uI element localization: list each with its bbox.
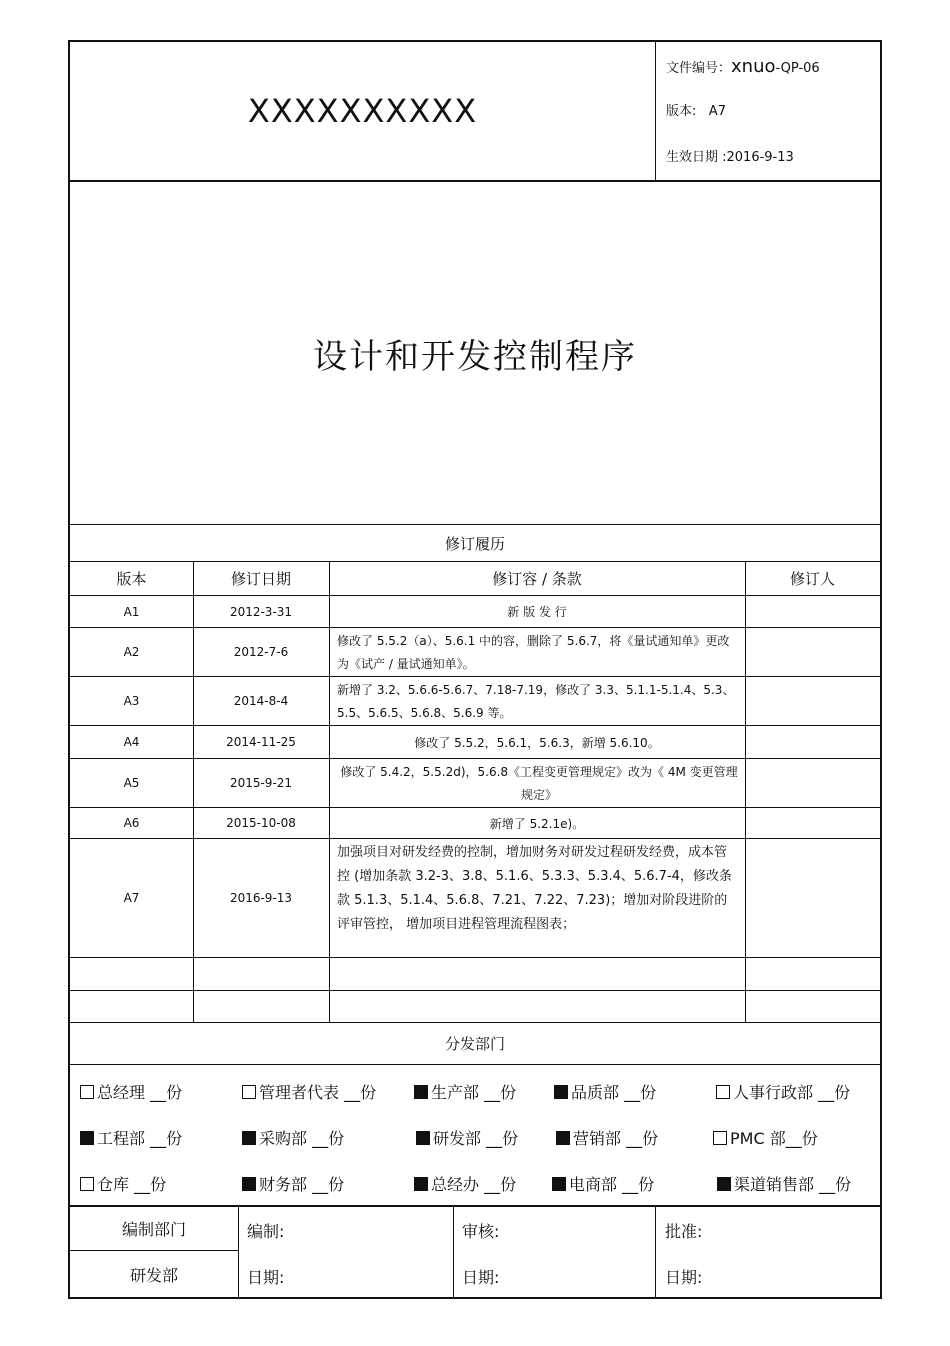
table-row-version: A1	[123, 604, 140, 619]
table-row-version: A2	[123, 645, 140, 659]
prepared-by-label: 编制:	[247, 1222, 285, 1241]
table-row-content: 修改了 5.4.2，5.5.2d)，5.6.8《工程变更管理规定》改为《 4M 变更管理规定》	[340, 765, 738, 802]
table-row-content: 修改了 5.5.2，5.6.1，5.6.3，新增 5.6.10。	[414, 735, 660, 750]
distribution-section-title: 分发部门	[444, 1035, 505, 1053]
dist-item-gm-office[interactable]	[414, 1172, 516, 1195]
dist-item-engineering[interactable]	[80, 1126, 182, 1149]
dist-item-label: 品质部 __份	[571, 1083, 657, 1102]
prepared-date-label: 日期:	[247, 1268, 285, 1287]
table-row-version: A5	[123, 776, 140, 790]
dist-item-label: 总经办 __份	[431, 1175, 517, 1194]
table-row-date: 2012-7-6	[233, 645, 289, 659]
document-title: 设计和开发控制程序	[313, 336, 637, 377]
footer-col-rule	[453, 1206, 454, 1298]
approved-by-label: 批准:	[665, 1222, 703, 1241]
table-row-reviser	[745, 677, 880, 725]
dist-item-label: 人事行政部 __份	[733, 1083, 851, 1102]
dist-item-management-rep[interactable]	[242, 1080, 376, 1103]
table-row-version: A7	[123, 891, 140, 905]
footer-col-rule	[238, 1206, 239, 1298]
checkbox-filled-icon[interactable]	[554, 1085, 568, 1099]
dist-item-finance[interactable]	[242, 1172, 344, 1195]
table-row-date: 2015-9-21	[229, 776, 293, 790]
dist-item-label: 仓库 __份	[97, 1175, 167, 1194]
table-row-reviser	[745, 726, 880, 758]
effective-date-label: 生效日期 :	[666, 150, 727, 165]
table-row-content: 新增了 5.2.1e)。	[489, 816, 585, 831]
effective-date-value: 2016-9-13	[726, 150, 794, 165]
dist-item-ecommerce[interactable]	[552, 1172, 654, 1195]
effective-date-line	[666, 146, 794, 165]
table-row-content: 新 版 发 行	[507, 605, 567, 619]
dist-item-label: 生产部 __份	[431, 1083, 517, 1102]
version-value: A7	[708, 104, 726, 119]
dist-item-label: 管理者代表 __份	[259, 1083, 377, 1102]
table-row-date: 2012-3-31	[229, 604, 293, 619]
dist-item-warehouse[interactable]	[80, 1172, 166, 1195]
dist-item-marketing[interactable]	[556, 1126, 658, 1149]
table-row-content: 加强项目对研发经费的控制，增加财务对研发过程研发经费，成本管控 (增加条款 3.2-3、3.8、5.1.6、5.3.3、5.3.4、5.6.7-4，修改条款 5.1.3、5.1.4、5.6.8、7.21、7.22、7.23)；增加对阶段进阶的评审管控， 增加项目进程管理流程图表；	[337, 845, 732, 932]
checkbox-filled-icon[interactable]	[80, 1131, 94, 1145]
version-line	[666, 100, 726, 119]
col-rule	[329, 561, 330, 1022]
table-row-date: 2014-8-4	[233, 694, 289, 708]
doc-number	[666, 56, 820, 77]
reviewed-date-label: 日期:	[462, 1268, 500, 1287]
table-row-date: 2014-11-25	[226, 735, 296, 749]
table-row-reviser	[745, 759, 880, 807]
table-row-reviser	[745, 596, 880, 627]
col-header-date: 修订日期	[230, 570, 291, 588]
table-row-version: A4	[123, 735, 140, 749]
doc-number-suffix: -QP-06	[775, 61, 820, 76]
prep-dept-label: 编制部门	[121, 1219, 186, 1239]
dist-item-hr-admin[interactable]	[716, 1080, 850, 1103]
table-row-content: 修改了 5.5.2（a）、5.6.1 中的容，删除了 5.6.7，将《量试通知单》更改为《试产 / 量试通知单》。	[337, 634, 730, 671]
dist-item-label: PMC 部__份	[730, 1129, 818, 1148]
table-row-date: 2015-10-08	[226, 816, 296, 830]
dist-item-quality[interactable]	[554, 1080, 656, 1103]
checkbox-empty-icon[interactable]	[713, 1131, 727, 1145]
dist-item-label: 研发部 __份	[433, 1129, 519, 1148]
table-row-reviser	[745, 808, 880, 838]
dist-item-label: 渠道销售部 __份	[734, 1175, 852, 1194]
checkbox-filled-icon[interactable]	[414, 1085, 428, 1099]
dist-item-label: 工程部 __份	[97, 1129, 183, 1148]
checkbox-filled-icon[interactable]	[414, 1177, 428, 1191]
checkbox-empty-icon[interactable]	[80, 1085, 94, 1099]
table-row-version	[70, 991, 193, 1022]
table-row-content: 新增了 3.2、5.6.6-5.6.7、7.18-7.19，修改了 3.3、5.1.1-5.1.4、5.3、5.5、5.6.5、5.6.8、5.6.9 等。	[337, 683, 735, 720]
dist-item-label: 营销部 __份	[573, 1129, 659, 1148]
dist-item-production[interactable]	[414, 1080, 516, 1103]
checkbox-empty-icon[interactable]	[242, 1085, 256, 1099]
footer-col-rule	[655, 1206, 656, 1298]
table-row-version	[70, 958, 193, 990]
header-divider	[655, 41, 656, 180]
prep-dept-value: 研发部	[129, 1265, 178, 1285]
company-name: XXXXXXXXXX	[247, 92, 478, 130]
checkbox-filled-icon[interactable]	[552, 1177, 566, 1191]
checkbox-empty-icon[interactable]	[716, 1085, 730, 1099]
dist-item-purchasing[interactable]	[242, 1126, 344, 1149]
checkbox-filled-icon[interactable]	[416, 1131, 430, 1145]
version-label: 版本:	[666, 104, 697, 119]
checkbox-filled-icon[interactable]	[717, 1177, 731, 1191]
dist-item-general-manager[interactable]	[80, 1080, 182, 1103]
dist-item-label: 总经理 __份	[97, 1083, 183, 1102]
doc-number-label: 文件编号：	[666, 61, 732, 76]
checkbox-filled-icon[interactable]	[242, 1177, 256, 1191]
dist-item-channel-sales[interactable]	[717, 1172, 851, 1195]
table-row-reviser	[745, 628, 880, 676]
distribution-rule	[69, 1064, 881, 1065]
approved-date-label: 日期:	[665, 1268, 703, 1287]
checkbox-filled-icon[interactable]	[242, 1131, 256, 1145]
dist-item-label: 采购部 __份	[259, 1129, 345, 1148]
col-header-content: 修订容 / 条款	[492, 570, 582, 588]
doc-number-prefix: xnuo	[731, 56, 776, 77]
table-row-reviser	[745, 839, 880, 957]
col-header-version: 版本	[116, 570, 147, 588]
table-row-version: A6	[123, 816, 140, 830]
table-row-date: 2016-9-13	[229, 891, 293, 905]
dist-item-rnd[interactable]	[416, 1126, 518, 1149]
dist-item-label: 电商部 __份	[569, 1175, 655, 1194]
checkbox-empty-icon[interactable]	[80, 1177, 94, 1191]
col-header-reviser: 修订人	[789, 570, 835, 588]
table-row-version: A3	[123, 694, 140, 708]
revision-section-title: 修订履历	[444, 534, 505, 553]
reviewed-by-label: 审核:	[462, 1222, 500, 1241]
dist-item-pmc[interactable]	[713, 1126, 818, 1149]
dist-item-label: 财务部 __份	[259, 1175, 345, 1194]
checkbox-filled-icon[interactable]	[556, 1131, 570, 1145]
